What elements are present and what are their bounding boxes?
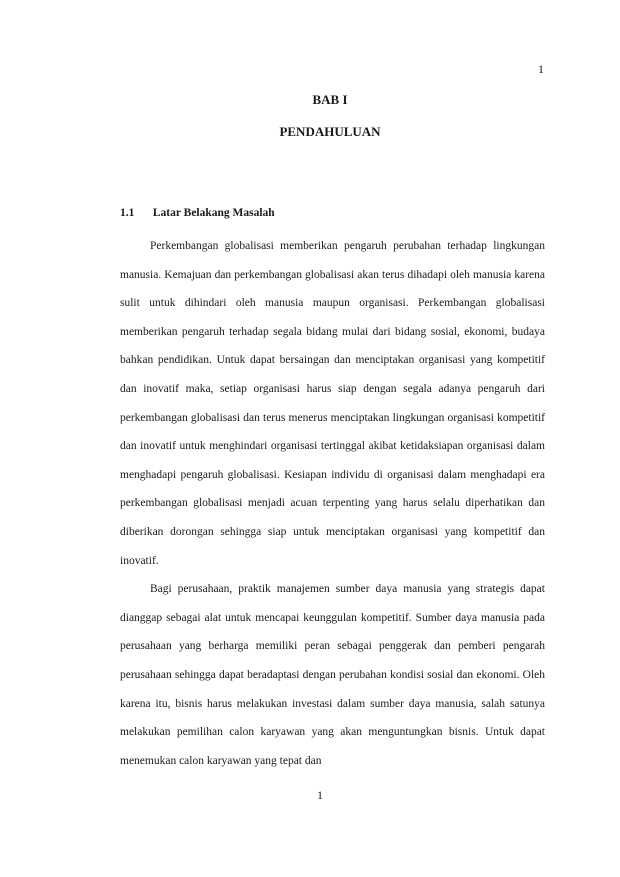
section-number: 1.1 <box>120 207 135 219</box>
section-title: Latar Belakang Masalah <box>152 207 275 219</box>
paragraph-2: Bagi perusahaan, praktik manajemen sumber daya manusia yang strategis dapat dianggap sebagai alat untuk mencapai keunggulan kompetitif. Sumber daya manusia pada perusahaan yang berharga memiliki peran sebagai penggerak dan pemberi pengarah perusahaan sehingga dapat beradaptasi dengan perubahan kondisi sosial dan ekonomi. Oleh karena itu, bisnis harus melakukan investasi dalam sumber daya manusia, salah satunya melakukan pemilihan calon karyawan yang akan menguntungkan bisnis. Untuk dapat menemukan calon karyawan yang tepat dan <box>120 583 545 767</box>
paragraph-1: Perkembangan globalisasi memberikan pengaruh perubahan terhadap lingkungan manusia. Kemajuan dan perkembangan globalisasi akan terus dihadapi oleh manusia karena sulit untuk dihindari oleh manusia maupun organisasi. Perkembangan globalisasi memberikan pengaruh terhadap segala bidang mulai dari bidang sosial, ekonomi, budaya bahkan pendidikan. Untuk dapat bersaingan dan menciptakan organisasi yang kompetitif dan inovatif maka, setiap organisasi harus siap dengan segala adanya pengaruh dari perkembangan globalisasi dan terus menerus menciptakan lingkungan organisasi kompetitif dan inovatif untuk menghindari organisasi tertinggal akibat ketidaksiapan organisasi dalam menghadapi pengaruh globalisasi. Kesiapan individu di organisasi dalam menghadapi era perkembangan globalisasi menjadi acuan terpenting yang harus selalu diperhatikan dan diberikan dorongan sehingga siap untuk menciptakan organisasi yang kompetitif dan inovatif. <box>120 240 545 567</box>
section-heading <box>120 207 275 219</box>
page-number-bottom: 1 <box>317 788 323 802</box>
body-text <box>120 232 545 775</box>
chapter-number: BAB I <box>312 92 348 107</box>
chapter-title: PENDAHULUAN <box>279 124 381 139</box>
page-number-top: 1 <box>538 62 544 76</box>
